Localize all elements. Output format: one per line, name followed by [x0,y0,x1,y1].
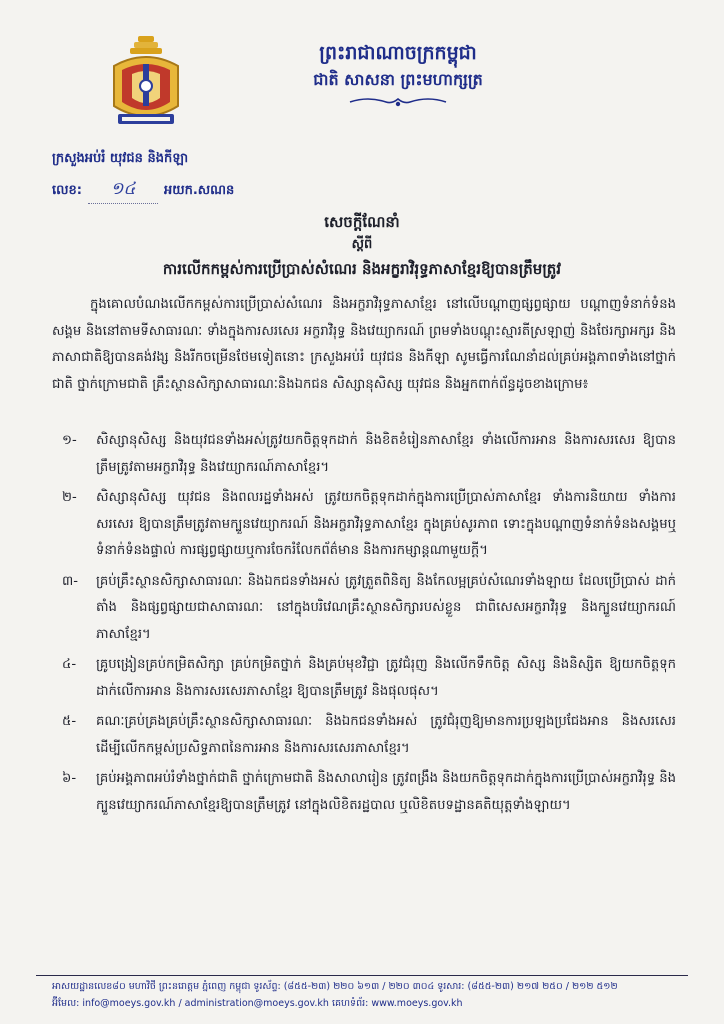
item-number: ២- [62,490,77,505]
item-text: គណៈគ្រប់គ្រងគ្រប់គ្រឹះស្ថានសិក្សាសាធារណៈ និងឯកជនទាំងអស់ ត្រូវជំរុញឱ្យមានការប្រឡងប្រជែងអាន និងសរសេរ ដើម្បីលើកកម្ពស់ប្រសិទ្ធភាពនៃការអាន និងការសរសេរភាសាខ្មែរ។ [96,714,676,756]
list-item [52,569,676,649]
intro-paragraph: ក្នុងគោលបំណងលើកកម្ពស់ការប្រើប្រាស់សំណេរ និងអក្ខរាវិរុទ្ធភាសាខ្មែរ នៅលើបណ្ដាញផ្សព្វផ្សាយ បណ្ដាញទំនាក់ទំនងសង្គម និងនៅតាមទីសាធារណៈ ទាំងក្នុងការសរសេរ អក្ខរាវិរុទ្ធ និងវេយ្យាករណ៍ ព្រមទាំងបណ្ដុះស្មារតីស្រឡាញ់ និងថែរក្សាអក្សរ និងភាសាជាតិឱ្យបានគង់វង្ស និងរីកចម្រើនថែមទៀតនោះ ក្រសួងអប់រំ យុវជន និងកីឡា សូមធ្វើការណែនាំដល់គ្រប់អង្គភាពទាំងនៅថ្នាក់ជាតិ ថ្នាក់ក្រោមជាតិ គ្រឹះស្ថានសិក្សាសាធារណៈនិងឯកជន សិស្សានុសិស្ស យុវជន និងអ្នកពាក់ព័ន្ធដូចខាងក្រោម៖ [52,297,676,392]
national-motto: ជាតិ សាសនា ព្រះមហាក្សត្រ [313,70,483,89]
list-item [52,766,676,819]
item-number: ៦- [62,771,77,786]
title-line-1: សេចក្ដីណែនាំ [324,213,400,231]
item-text: គ្រូបង្រៀនគ្រប់កម្រិតសិក្សា គ្រប់កម្រិតថ្នាក់ និងគ្រប់មុខវិជ្ជា ត្រូវជំរុញ និងលើកទឹកចិត្ត សិស្ស និងនិស្សិត ឱ្យយកចិត្តទុកដាក់លើការអាន និងការសរសេរភាសាខ្មែរ ឱ្យបានត្រឹមត្រូវ និងផុលផុស។ [96,657,676,699]
list-item [52,428,676,481]
footer-divider [36,975,688,976]
footer-address: អាសយដ្ឋានលេខ៨០ មហាវិថី ព្រះនរោត្តម ភ្នំពេញ កម្ពុជា ទូរស័ព្ទ: (៨៥៥-២៣) ២២០ ៦១៣ / ២២០ ៣០៤ ទូរសារ: (៨៥៥-២៣) ២១៧ ២៥០ / ២១២ ៥១២ [52,981,618,992]
item-number: ៤- [62,657,77,672]
item-text: គ្រប់អង្គភាពអប់រំទាំងថ្នាក់ជាតិ ថ្នាក់ក្រោមជាតិ និងសាលារៀន ត្រូវពង្រឹង និងយកចិត្តទុកដាក់ក្នុងការប្រើប្រាស់អក្ខរាវិរុទ្ធ និងក្បួនវេយ្យាករណ៍ភាសាខ្មែរឱ្យបានត្រឹមត្រូវ នៅក្នុងលិខិតរដ្ឋបាល ឬលិខិតបទដ្ឋានគតិយុត្តទាំងឡាយ។ [96,771,677,813]
item-text: គ្រប់គ្រឹះស្ថានសិក្សាសាធារណៈ និងឯកជនទាំងអស់ ត្រូវត្រួតពិនិត្យ និងកែលម្អគ្រប់សំណេរទាំងឡាយ ដែលប្រើប្រាស់ ដាក់តាំង និងផ្សព្វផ្សាយជាសាធារណៈ នៅក្នុងបរិវេណគ្រឹះស្ថានសិក្សារបស់ខ្លួន ជាពិសេសអក្ខរាវិរុទ្ធ និងក្បួនវេយ្យាករណ៍ភាសាខ្មែរ។ [96,573,676,642]
reference-prefix: លេខ: [52,183,82,198]
ministry-name: ក្រសួងអប់រំ យុវជន និងកីឡា [52,151,189,166]
kingdom-name: ព្រះរាជាណាចក្រកម្ពុជា [319,42,477,64]
title-line-2: ស្ដីពី [351,237,373,252]
list-item [52,485,676,565]
item-text: សិស្សានុសិស្ស និងយុវជនទាំងអស់ត្រូវយកចិត្តទុកដាក់ និងខិតខំរៀនភាសាខ្មែរ ទាំងលើការអាន និងការសរសេរ ឱ្យបានត្រឹមត្រូវតាមអក្ខរាវិរុទ្ធ និងវេយ្យាករណ៍ភាសាខ្មែរ។ [96,433,676,475]
directive-list [52,428,676,823]
letterhead-kingdom [248,40,548,108]
item-number: ៣- [62,573,79,589]
footer-contact: អ៊ីមែល: info@moeys.gov.kh / administration@moeys.gov.kh គេហទំព័រ: www.moeys.gov.kh [52,998,463,1009]
ministry-emblem-icon [104,34,188,134]
footer [52,978,672,1012]
list-item [52,652,676,705]
item-number: ៥- [62,714,77,729]
reference-suffix: អយក.សណន [163,183,235,198]
document-title [40,210,684,282]
tacteing-ornament-icon [348,96,448,108]
item-text: សិស្សានុសិស្ស យុវជន និងពលរដ្ឋទាំងអស់ ត្រូវយកចិត្តទុកដាក់ក្នុងការប្រើប្រាស់ភាសាខ្មែរ ទាំងការនិយាយ ទាំងការសរសេរ ឱ្យបានត្រឹមត្រូវតាមក្បួនវេយ្យាករណ៍ និងអក្ខរាវិរុទ្ធភាសាខ្មែរ ក្នុងគ្រប់សូរភាព ទោះក្នុងបណ្ដាញទំនាក់ទំនងសង្គមឬទំនាក់ទំនងផ្ទាល់ ការផ្សព្វផ្សាយឬការចែករំលែកព័ត៌មាន និងការកម្សាន្តណាមួយក្ដី។ [96,490,676,558]
reference-value: ១៤ [88,178,158,204]
title-line-3: ការលើកកម្ពស់ការប្រើប្រាស់សំណេរ និងអក្ខរាវិរុទ្ធភាសាខ្មែរឱ្យបានត្រឹមត្រូវ [162,260,562,278]
list-item [52,709,676,762]
item-number: ១- [62,433,77,448]
reference-number [52,178,234,204]
